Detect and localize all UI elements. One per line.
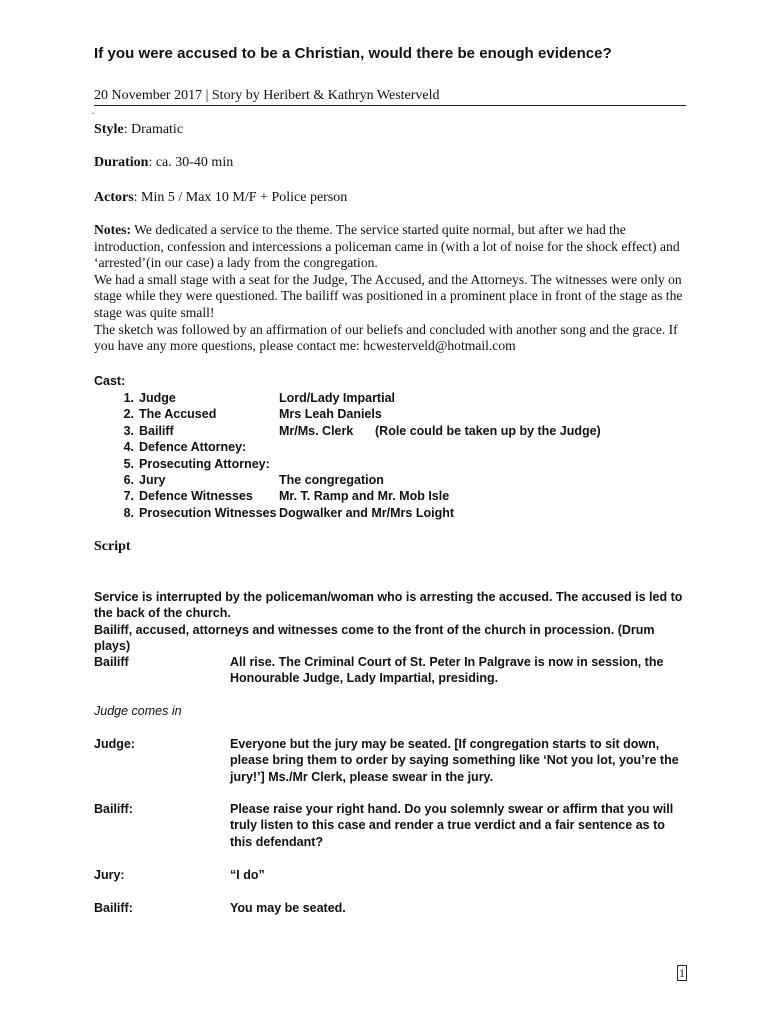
speaker-name: Bailiff: (94, 802, 133, 816)
cast-role: The Accused (139, 407, 217, 422)
cast-number: 6. (123, 472, 134, 487)
notes-paragraph-1 (94, 222, 686, 272)
cast-number: 5. (123, 456, 134, 471)
cast-actor: The congregation (279, 472, 384, 487)
cast-number: 1. (123, 391, 134, 405)
speaker-name: Judge: (94, 737, 135, 751)
duration-value: : ca. 30-40 min (148, 155, 234, 170)
style-label: Style (94, 122, 124, 137)
intro-paragraph-2: Bailiff, accused, attorneys and witnesses come to the front of the church in procession. (Drum plays) (94, 622, 655, 653)
style-line (94, 122, 183, 138)
speaker-name: Bailiff (94, 655, 129, 669)
speech-text: You may be seated. (230, 901, 346, 915)
notes-paragraph-3: The sketch was followed by an affirmation of our beliefs and concluded with another song and the grace. If you have any more questions, please contact me: hcwesterveld@hotmail.com (94, 321, 678, 354)
speaker-name: Jury: (94, 868, 125, 882)
cast-number: 2. (123, 407, 134, 422)
intro-paragraph-1: Service is interrupted by the policeman/woman who is arresting the accused. The accused is led to the back of the church. (94, 590, 683, 621)
cast-role: Defence Witnesses (139, 489, 253, 504)
notes-label: Notes: (94, 222, 131, 237)
speech-text: “I do” (230, 868, 265, 882)
cast-heading: Cast: (94, 374, 126, 388)
duration-label: Duration (94, 155, 149, 170)
cast-number: 7. (123, 489, 134, 504)
cast-role: Prosecution Witnesses (139, 505, 277, 520)
cast-note: (Role could be taken up by the Judge) (375, 423, 601, 438)
notes-text-1: We dedicated a service to the theme. The service started quite normal, but after we had the introduction, confession and intercessions a policeman came in (with a lot of noise for the shock effect) and ‘arrested’(in our case) a lady from the congregation. (94, 222, 680, 271)
style-value: : Dramatic (123, 122, 184, 137)
speech-text: All rise. The Criminal Court of St. Peter In Palgrave is now in session, the Honourable Judge, Lady Impartial, presiding. (230, 655, 664, 686)
duration-line (94, 155, 233, 171)
stray-dot: . (92, 106, 95, 116)
document-title: If you were accused to be a Christian, would there be enough evidence? (94, 45, 612, 62)
cast-actor: Dogwalker and Mr/Mrs Loight (279, 505, 455, 520)
cast-role: Defence Attorney: (139, 440, 247, 455)
speaker-name: Bailiff: (94, 901, 133, 915)
cast-actor: Mr/Ms. Clerk (279, 423, 354, 438)
speech-text: Everyone but the jury may be seated. [If congregation starts to sit down, please bring them to order by saying something like ‘Not you lot, you’re the jury!’] Ms./Mr Clerk, please swear in the jury. (230, 737, 679, 784)
notes-paragraph-2: We had a small stage with a seat for the Judge, The Accused, and the Attorneys. The witnesses were only on stage while they were questioned. The bailiff was positioned in a prominent place in front of the stage as the stage was quite small! (94, 271, 683, 320)
cast-role: Judge (139, 391, 176, 405)
script-heading: Script (94, 539, 131, 554)
cast-actor: Mr. T. Ramp and Mr. Mob Isle (279, 489, 450, 504)
page-number: 1 (679, 966, 685, 980)
notes-section (94, 222, 686, 355)
cast-actor: Lord/Lady Impartial (279, 391, 395, 405)
stage-direction: Judge comes in (94, 704, 182, 718)
cast-number: 3. (123, 423, 134, 438)
cast-number: 4. (123, 440, 134, 455)
byline: 20 November 2017 | Story by Heribert & Kathryn Westerveld (94, 88, 686, 106)
actors-label: Actors (94, 190, 134, 205)
cast-role: Bailiff (139, 423, 174, 438)
cast-actor: Mrs Leah Daniels (279, 407, 382, 422)
actors-line (94, 190, 347, 206)
cast-role: Jury (139, 472, 166, 487)
cast-number: 8. (123, 505, 134, 520)
actors-value: : Min 5 / Max 10 M/F + Police person (133, 190, 348, 205)
cast-role: Prosecuting Attorney: (139, 456, 270, 471)
script-intro (94, 589, 694, 654)
speech-text: Please raise your right hand. Do you solemnly swear or affirm that you will truly listen to this case and render a true verdict and a fair sentence as to this defendant? (230, 802, 674, 849)
